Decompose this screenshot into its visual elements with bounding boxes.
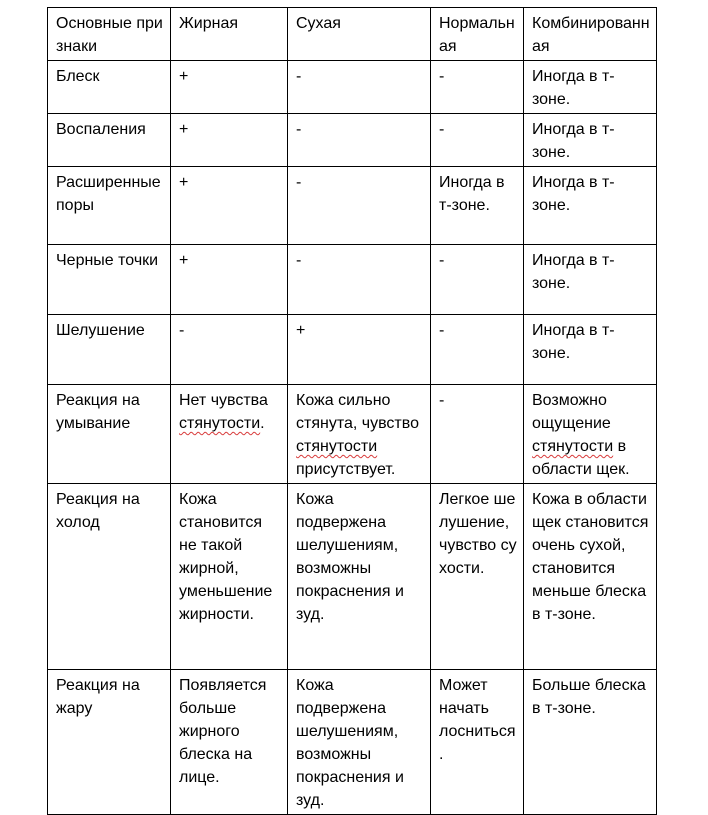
dry-cell: Кожа подвержена шелушениям, возможны покраснения и зуд.: [288, 484, 431, 670]
feature-cell: Шелушение: [48, 315, 171, 385]
normal-cell: -: [431, 315, 524, 385]
cell-text: Нет чувства: [179, 392, 268, 409]
table-row: [48, 315, 657, 385]
combination-cell: Больше блеска в т-зоне.: [524, 670, 657, 815]
combination-cell: Иногда в т-зоне.: [524, 61, 657, 114]
combination-cell: Иногда в т-зоне.: [524, 315, 657, 385]
table-row: [48, 385, 657, 484]
dry-cell: +: [288, 315, 431, 385]
feature-cell: Реакция на умывание: [48, 385, 171, 484]
oily-cell: Кожа становится не такой жирной, уменьшение жирности.: [171, 484, 288, 670]
cell-text: присутствует.: [296, 461, 396, 478]
table-row: [48, 167, 657, 245]
combination-cell: Иногда в т-зоне.: [524, 114, 657, 167]
feature-cell: Блеск: [48, 61, 171, 114]
oily-cell: +: [171, 61, 288, 114]
oily-cell: +: [171, 245, 288, 315]
combination-cell: Кожа в области щек становится очень сухой, становится меньше блеска в т-зоне.: [524, 484, 657, 670]
header-cell-dry: Сухая: [288, 8, 431, 61]
normal-cell: -: [431, 245, 524, 315]
dry-cell: [288, 385, 431, 484]
cell-text: Кожа сильно стянута, чувство: [296, 392, 419, 432]
oily-cell: -: [171, 315, 288, 385]
oily-cell: [171, 385, 288, 484]
combination-cell: [524, 385, 657, 484]
table-header-row: [48, 8, 657, 61]
feature-cell: Расширенные поры: [48, 167, 171, 245]
dry-cell: -: [288, 61, 431, 114]
spellcheck-word: стянутости: [296, 438, 378, 455]
header-cell-oily: Жирная: [171, 8, 288, 61]
skin-types-table: [47, 7, 657, 815]
cell-text: Возможно ощущение: [532, 392, 611, 432]
oily-cell: +: [171, 167, 288, 245]
table-row: [48, 114, 657, 167]
table-row: [48, 61, 657, 114]
table-row: [48, 484, 657, 670]
dry-cell: -: [288, 114, 431, 167]
header-cell-combination: Комбинированная: [524, 8, 657, 61]
spellcheck-word: стянутости: [179, 415, 261, 432]
normal-cell: Иногда в т-зоне.: [431, 167, 524, 245]
feature-cell: Черные точки: [48, 245, 171, 315]
combination-cell: Иногда в т-зоне.: [524, 245, 657, 315]
normal-cell: -: [431, 114, 524, 167]
normal-cell: -: [431, 385, 524, 484]
oily-cell: +: [171, 114, 288, 167]
feature-cell: Воспаления: [48, 114, 171, 167]
table-row: [48, 670, 657, 815]
oily-cell: Появляется больше жирного блеска на лице.: [171, 670, 288, 815]
combination-cell: Иногда в т-зоне.: [524, 167, 657, 245]
normal-cell: Легкое шелушение, чувство сухости.: [431, 484, 524, 670]
dry-cell: -: [288, 245, 431, 315]
table-row: [48, 245, 657, 315]
feature-cell: Реакция на жару: [48, 670, 171, 815]
cell-text: .: [260, 415, 265, 432]
header-cell-normal: Нормальная: [431, 8, 524, 61]
spellcheck-word: стянутости: [532, 438, 614, 455]
normal-cell: Может начать лосниться.: [431, 670, 524, 815]
dry-cell: -: [288, 167, 431, 245]
feature-cell: Реакция на холод: [48, 484, 171, 670]
cell-text: в области щек.: [532, 438, 630, 478]
dry-cell: Кожа подвержена шелушениям, возможны покраснения и зуд.: [288, 670, 431, 815]
header-cell-features: Основные признаки: [48, 8, 171, 61]
normal-cell: -: [431, 61, 524, 114]
